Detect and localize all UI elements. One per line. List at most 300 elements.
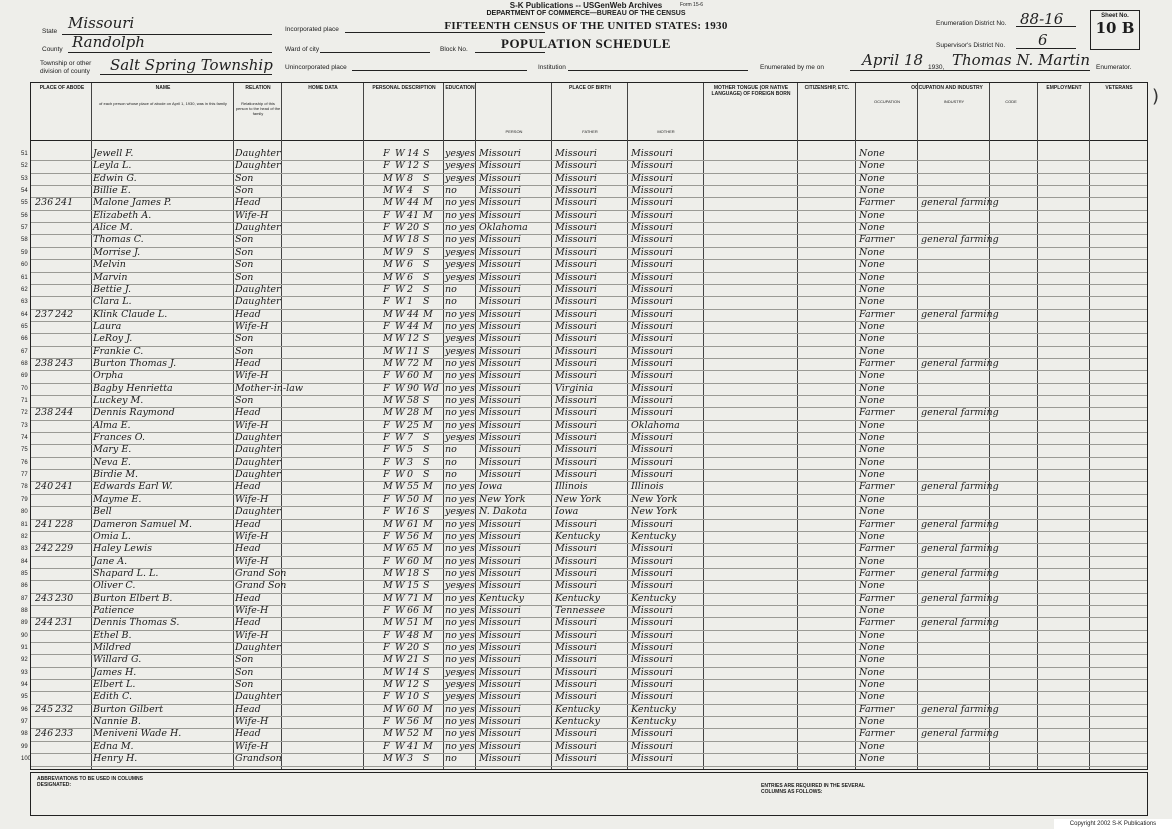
- cell-sch: no: [445, 740, 457, 752]
- cell-sch: yes: [445, 148, 461, 159]
- header-occupation-industry: OCCUPATION AND INDUSTRY: [911, 85, 983, 91]
- cell-age: 28: [407, 407, 420, 419]
- cell-rel: Wife-H: [235, 555, 269, 567]
- enumeration-date: April 18: [862, 51, 924, 69]
- cell-mar: S: [423, 185, 430, 197]
- line-number: 96: [21, 706, 28, 713]
- cell-fp: Missouri: [555, 567, 597, 579]
- cell-bp: Missouri: [479, 246, 521, 258]
- cell-read: yes: [459, 209, 475, 221]
- line-number: 54: [21, 188, 28, 195]
- cell-mar: S: [423, 395, 430, 406]
- cell-fp: Missouri: [555, 580, 597, 592]
- cell-age: 61: [407, 518, 420, 530]
- cell-age: 18: [407, 234, 420, 246]
- cell-read: yes: [459, 666, 475, 678]
- cell-rel: Wife-H: [235, 493, 269, 505]
- cell-mp: Missouri: [631, 617, 673, 629]
- cell-mp: New York: [631, 506, 678, 518]
- cell-sch: no: [445, 283, 457, 295]
- cell-occ: None: [859, 395, 885, 406]
- cell-fp: Virginia: [555, 382, 594, 394]
- cell-bp: Missouri: [479, 691, 521, 703]
- cell-mar: S: [423, 654, 430, 666]
- cell-rel: Head: [235, 357, 261, 369]
- cell-mp: Missouri: [631, 432, 673, 444]
- cell-age: 8: [407, 172, 414, 184]
- township-value: Salt Spring Township: [110, 56, 273, 74]
- cell-read: yes: [459, 370, 475, 382]
- cell-bp: Missouri: [479, 617, 521, 629]
- cell-bp: Missouri: [479, 370, 521, 382]
- cell-race: W: [395, 592, 405, 604]
- cell-occ: Farmer: [859, 407, 895, 419]
- footer-instructions: [30, 772, 1148, 816]
- cell-age: 20: [407, 642, 420, 653]
- cell-mp: Missouri: [631, 469, 673, 481]
- margin-mark: ): [1152, 86, 1160, 107]
- cell-mp: Missouri: [631, 209, 673, 221]
- cell-race: W: [395, 320, 405, 332]
- cell-read: yes: [459, 493, 475, 505]
- cell-sex: F: [383, 555, 390, 567]
- cell-race: W: [395, 740, 405, 752]
- cell-mp: Oklahoma: [631, 419, 680, 431]
- cell-rel: Daughter: [235, 296, 281, 308]
- cell-name: Jane A.: [93, 555, 128, 567]
- cell-occ: Farmer: [859, 728, 895, 740]
- cell-dw: 236: [35, 197, 54, 209]
- cell-sch: no: [445, 642, 457, 653]
- cell-read: yes: [459, 432, 475, 444]
- cell-sch: no: [445, 444, 457, 456]
- cell-fp: Missouri: [555, 345, 597, 357]
- cell-sex: M: [383, 185, 393, 197]
- cell-rel: Son: [235, 345, 254, 357]
- cell-sex: M: [383, 234, 393, 246]
- cell-ind: general farming: [921, 617, 999, 629]
- cell-fp: Missouri: [555, 642, 597, 653]
- cell-name: Marvin: [93, 271, 128, 283]
- cell-sch: no: [445, 370, 457, 382]
- cell-bp: New York: [479, 493, 526, 505]
- cell-age: 10: [407, 691, 420, 703]
- header-place-of-abode: PLACE OF ABODE: [39, 85, 85, 91]
- cell-age: 44: [407, 308, 420, 320]
- cell-sch: yes: [445, 432, 461, 444]
- cell-mar: S: [423, 567, 430, 579]
- cell-fp: Iowa: [555, 506, 579, 518]
- cell-age: 3: [407, 753, 414, 765]
- cell-mp: Missouri: [631, 753, 673, 765]
- cell-race: W: [395, 296, 405, 308]
- cell-fam: 228: [55, 518, 74, 530]
- cell-name: LeRoy J.: [93, 333, 133, 345]
- cell-dw: 243: [35, 592, 54, 604]
- cell-sch: no: [445, 382, 457, 394]
- cell-sch: no: [445, 222, 457, 234]
- cell-mar: M: [423, 592, 433, 604]
- header-birth-person: PERSON: [505, 129, 523, 134]
- line-number: 57: [21, 225, 28, 232]
- cell-mp: Missouri: [631, 666, 673, 678]
- cell-mar: S: [423, 160, 430, 172]
- cell-name: Elizabeth A.: [93, 209, 152, 221]
- cell-mar: M: [423, 370, 433, 382]
- cell-name: Mary E.: [93, 444, 132, 456]
- cell-sex: F: [383, 456, 390, 468]
- county-label: County: [42, 46, 63, 53]
- cell-sch: no: [445, 555, 457, 567]
- state-value: Missouri: [68, 14, 135, 32]
- township-label-2: division of county: [40, 68, 90, 75]
- cell-sch: no: [445, 716, 457, 728]
- cell-fam: 241: [55, 197, 74, 209]
- cell-occ: None: [859, 642, 885, 653]
- line-number: 99: [21, 743, 28, 750]
- cell-fp: Missouri: [555, 259, 597, 271]
- cell-sex: F: [383, 604, 390, 616]
- header-veterans: VETERANS: [1105, 85, 1133, 91]
- cell-read: yes: [459, 740, 475, 752]
- cell-sch: yes: [445, 679, 461, 691]
- cell-dw: 241: [35, 518, 54, 530]
- cell-occ: None: [859, 530, 885, 542]
- cell-bp: Missouri: [479, 753, 521, 765]
- cell-occ: None: [859, 629, 885, 641]
- cell-rel: Wife-H: [235, 629, 269, 641]
- cell-rel: Son: [235, 234, 254, 246]
- cell-occ: None: [859, 382, 885, 394]
- cell-name: Melvin: [93, 259, 126, 271]
- cell-ind: general farming: [921, 357, 999, 369]
- line-number: 76: [21, 459, 28, 466]
- cell-bp: Missouri: [479, 432, 521, 444]
- cell-race: W: [395, 333, 405, 345]
- line-number: 80: [21, 509, 28, 516]
- cell-sex: M: [383, 407, 393, 419]
- cell-bp: Missouri: [479, 728, 521, 740]
- cell-fp: Missouri: [555, 728, 597, 740]
- cell-mar: M: [423, 320, 433, 332]
- cell-read: yes: [459, 617, 475, 629]
- cell-mp: Missouri: [631, 407, 673, 419]
- cell-read: yes: [459, 642, 475, 653]
- line-number: 85: [21, 570, 28, 577]
- cell-ind: general farming: [921, 308, 999, 320]
- cell-race: W: [395, 493, 405, 505]
- cell-mar: M: [423, 716, 433, 728]
- cell-read: yes: [459, 320, 475, 332]
- cell-mp: Missouri: [631, 246, 673, 258]
- cell-occ: None: [859, 222, 885, 234]
- cell-sch: yes: [445, 580, 461, 592]
- enumerator-label: Enumerator.: [1096, 64, 1132, 71]
- line-number: 83: [21, 546, 28, 553]
- cell-race: W: [395, 691, 405, 703]
- cell-mar: M: [423, 629, 433, 641]
- header-occupation: OCCUPATION: [873, 99, 901, 104]
- cell-mp: Missouri: [631, 444, 673, 456]
- cell-bp: Missouri: [479, 407, 521, 419]
- cell-race: W: [395, 234, 405, 246]
- cell-occ: None: [859, 209, 885, 221]
- cell-mar: M: [423, 197, 433, 209]
- line-number: 56: [21, 212, 28, 219]
- cell-fp: Missouri: [555, 172, 597, 184]
- cell-sex: M: [383, 395, 393, 406]
- cell-occ: Farmer: [859, 357, 895, 369]
- cell-rel: Head: [235, 518, 261, 530]
- header-name: NAME: [155, 85, 171, 91]
- cell-name: Luckey M.: [93, 395, 144, 406]
- cell-race: W: [395, 345, 405, 357]
- cell-fp: New York: [555, 493, 602, 505]
- cell-sex: F: [383, 283, 390, 295]
- cell-name: Jewell F.: [93, 148, 134, 159]
- table-row: [21, 753, 1147, 766]
- cell-rel: Head: [235, 617, 261, 629]
- header-code: CODE: [1005, 99, 1017, 104]
- column-header-row: [31, 83, 1147, 141]
- cell-mar: S: [423, 259, 430, 271]
- cell-race: W: [395, 407, 405, 419]
- line-number: 64: [21, 311, 28, 318]
- cell-mp: Missouri: [631, 185, 673, 197]
- cell-mp: Missouri: [631, 567, 673, 579]
- supervisor-value: 6: [1038, 31, 1048, 49]
- supervisor-label: Supervisor's District No.: [936, 42, 1006, 49]
- line-number: 59: [21, 249, 28, 256]
- cell-name: Dameron Samuel M.: [93, 518, 193, 530]
- cell-mar: M: [423, 530, 433, 542]
- cell-rel: Head: [235, 481, 261, 493]
- cell-mar: S: [423, 506, 430, 518]
- cell-race: W: [395, 382, 405, 394]
- cell-occ: None: [859, 604, 885, 616]
- cell-race: W: [395, 666, 405, 678]
- cell-dw: 238: [35, 357, 54, 369]
- cell-bp: Missouri: [479, 283, 521, 295]
- cell-name: Burton Elbert B.: [93, 592, 173, 604]
- cell-race: W: [395, 370, 405, 382]
- cell-fp: Missouri: [555, 691, 597, 703]
- cell-mar: S: [423, 444, 430, 456]
- cell-name: Neva E.: [93, 456, 131, 468]
- block-label: Block No.: [440, 46, 468, 53]
- sheet-number-box: [1090, 10, 1140, 50]
- cell-race: W: [395, 543, 405, 555]
- cell-sch: yes: [445, 666, 461, 678]
- cell-fam: 241: [55, 481, 74, 493]
- cell-mp: Kentucky: [631, 703, 676, 715]
- cell-mp: Missouri: [631, 320, 673, 332]
- cell-rel: Wife-H: [235, 370, 269, 382]
- cell-fp: Missouri: [555, 185, 597, 197]
- cell-age: 44: [407, 320, 420, 332]
- cell-sch: yes: [445, 271, 461, 283]
- header-place-of-birth: PLACE OF BIRTH: [569, 85, 611, 91]
- cell-rel: Wife-H: [235, 740, 269, 752]
- header-industry: INDUSTRY: [943, 99, 965, 104]
- cell-age: 56: [407, 716, 420, 728]
- cell-rel: Head: [235, 308, 261, 320]
- cell-rel: Daughter: [235, 456, 281, 468]
- unincorporated-label: Unincorporated place: [285, 64, 347, 71]
- cell-name: Henry H.: [93, 753, 138, 765]
- line-number: 94: [21, 682, 28, 689]
- cell-age: 41: [407, 740, 420, 752]
- header-citizenship: CITIZENSHIP, ETC.: [804, 85, 850, 91]
- cell-mar: S: [423, 333, 430, 345]
- cell-sex: F: [383, 209, 390, 221]
- entries-title: ENTRIES ARE REQUIRED IN THE SEVERAL COLUMNS AS FOLLOWS:: [761, 783, 865, 795]
- cell-fp: Missouri: [555, 222, 597, 234]
- enum-district-label: Enumeration District No.: [936, 20, 1007, 27]
- cell-race: W: [395, 469, 405, 481]
- cell-sch: no: [445, 209, 457, 221]
- cell-fp: Missouri: [555, 679, 597, 691]
- cell-age: 48: [407, 629, 420, 641]
- cell-bp: Missouri: [479, 197, 521, 209]
- cell-name: Leyla L.: [93, 160, 132, 172]
- cell-mp: Missouri: [631, 222, 673, 234]
- cell-name: Klink Claude L.: [93, 308, 168, 320]
- cell-occ: Farmer: [859, 197, 895, 209]
- cell-fam: 229: [55, 543, 74, 555]
- cell-ind: general farming: [921, 481, 999, 493]
- cell-name: Ethel B.: [93, 629, 132, 641]
- cell-read: yes: [459, 308, 475, 320]
- abbreviations-title: ABBREVIATIONS TO BE USED IN COLUMNS DESIGNATED:: [37, 776, 143, 788]
- cell-mp: Missouri: [631, 691, 673, 703]
- cell-read: yes: [459, 382, 475, 394]
- line-number: 92: [21, 657, 28, 664]
- cell-rel: Son: [235, 654, 254, 666]
- cell-sex: M: [383, 654, 393, 666]
- cell-age: 60: [407, 703, 420, 715]
- line-number: 71: [21, 398, 28, 404]
- cell-rel: Son: [235, 185, 254, 197]
- cell-read: yes: [459, 543, 475, 555]
- cell-rel: Daughter: [235, 432, 281, 444]
- cell-age: 21: [407, 654, 420, 666]
- line-number: 52: [21, 163, 28, 170]
- cell-sex: M: [383, 357, 393, 369]
- cell-sch: yes: [445, 172, 461, 184]
- cell-occ: None: [859, 246, 885, 258]
- cell-rel: Wife-H: [235, 530, 269, 542]
- cell-sch: yes: [445, 259, 461, 271]
- cell-sex: M: [383, 345, 393, 357]
- cell-rel: Head: [235, 703, 261, 715]
- cell-mar: M: [423, 617, 433, 629]
- cell-rel: Son: [235, 395, 254, 406]
- cell-name: Edna M.: [93, 740, 134, 752]
- cell-name: Shapard L. L.: [93, 567, 159, 579]
- cell-mp: Missouri: [631, 604, 673, 616]
- cell-mar: S: [423, 296, 430, 308]
- cell-bp: N. Dakota: [479, 506, 527, 518]
- cell-mp: Missouri: [631, 740, 673, 752]
- cell-fam: 243: [55, 357, 74, 369]
- cell-read: yes: [459, 518, 475, 530]
- cell-bp: Missouri: [479, 209, 521, 221]
- cell-name: James H.: [93, 666, 137, 678]
- township-label: Township or other: [40, 60, 92, 67]
- cell-mp: New York: [631, 493, 678, 505]
- cell-sex: F: [383, 160, 390, 172]
- line-number: 78: [21, 484, 28, 491]
- cell-bp: Missouri: [479, 740, 521, 752]
- cell-race: W: [395, 703, 405, 715]
- cell-sex: M: [383, 617, 393, 629]
- enumeration-year: 1930,: [928, 64, 945, 71]
- line-number: 53: [21, 175, 28, 182]
- cell-occ: None: [859, 160, 885, 172]
- cell-name: Billie E.: [93, 185, 131, 197]
- cell-occ: Farmer: [859, 481, 895, 493]
- cell-bp: Kentucky: [479, 592, 524, 604]
- cell-rel: Grandson: [235, 753, 282, 765]
- cell-sch: yes: [445, 246, 461, 258]
- cell-sch: no: [445, 753, 457, 765]
- cell-mar: M: [423, 481, 433, 493]
- cell-race: W: [395, 654, 405, 666]
- cell-fp: Missouri: [555, 444, 597, 456]
- cell-name: Laura: [93, 320, 122, 332]
- cell-name: Edwards Earl W.: [93, 481, 173, 493]
- cell-race: W: [395, 259, 405, 271]
- cell-ind: general farming: [921, 567, 999, 579]
- cell-mp: Missouri: [631, 296, 673, 308]
- cell-race: W: [395, 419, 405, 431]
- cell-fam: 242: [55, 308, 74, 320]
- cell-sch: no: [445, 185, 457, 197]
- line-number: 74: [21, 435, 28, 442]
- cell-name: Alma E.: [93, 419, 131, 431]
- cell-fp: Missouri: [555, 432, 597, 444]
- cell-race: W: [395, 222, 405, 234]
- cell-dw: 242: [35, 543, 54, 555]
- cell-mp: Missouri: [631, 395, 673, 406]
- cell-sch: no: [445, 419, 457, 431]
- cell-fp: Missouri: [555, 148, 597, 159]
- cell-race: W: [395, 481, 405, 493]
- cell-sch: no: [445, 308, 457, 320]
- cell-race: W: [395, 604, 405, 616]
- cell-sex: M: [383, 580, 393, 592]
- cell-sch: no: [445, 395, 457, 406]
- cell-occ: None: [859, 654, 885, 666]
- cell-mar: S: [423, 753, 430, 765]
- cell-age: 5: [407, 444, 414, 456]
- cell-occ: None: [859, 259, 885, 271]
- cell-age: 52: [407, 728, 420, 740]
- cell-mar: M: [423, 740, 433, 752]
- cell-occ: None: [859, 506, 885, 518]
- cell-ind: general farming: [921, 518, 999, 530]
- cell-sch: yes: [445, 160, 461, 172]
- cell-rel: Son: [235, 172, 254, 184]
- cell-race: W: [395, 209, 405, 221]
- cell-mp: Missouri: [631, 555, 673, 567]
- cell-fp: Missouri: [555, 740, 597, 752]
- cell-sex: F: [383, 530, 390, 542]
- cell-mp: Missouri: [631, 370, 673, 382]
- cell-mar: S: [423, 234, 430, 246]
- cell-name: Oliver C.: [93, 580, 136, 592]
